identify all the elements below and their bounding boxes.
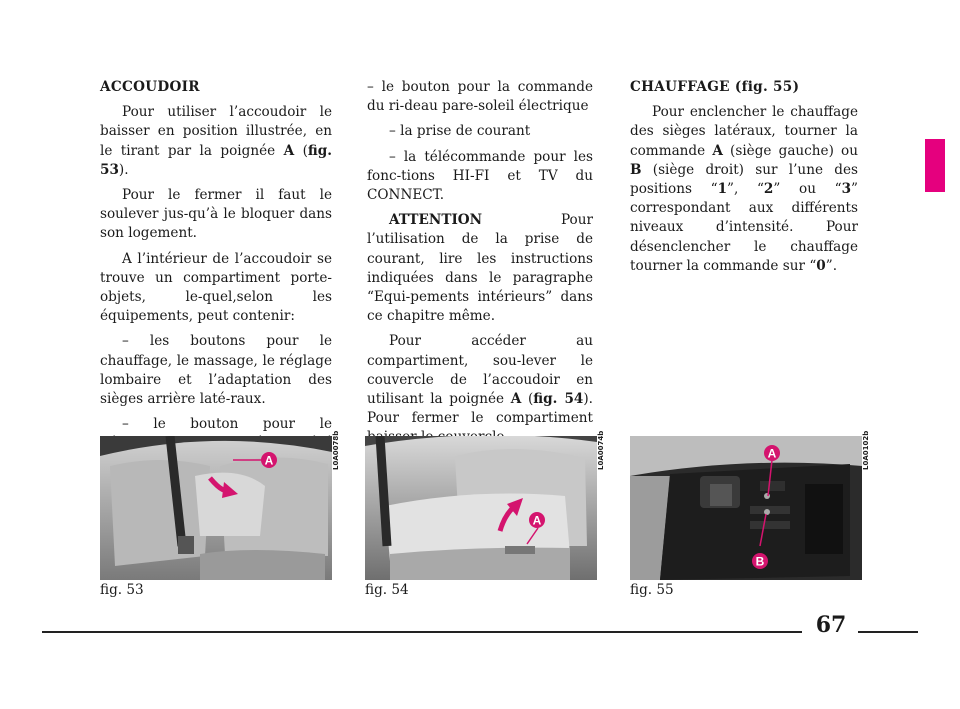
- figure-caption: fig. 55: [630, 582, 674, 598]
- paragraph: A l’intérieur de l’accoudoir se trouve un compartiment porte-objets, le-quel,selon les équipements, peut contenir:: [100, 250, 332, 325]
- paragraph: – le bouton pour la commande du ri-deau pare-soleil électrique: [367, 79, 593, 115]
- figure-caption: fig. 53: [100, 582, 144, 598]
- page-number: 67: [815, 612, 847, 638]
- figure-code: L0A0078b: [332, 430, 340, 470]
- column-1: [100, 78, 332, 479]
- figure-code: L0A0074b: [597, 430, 605, 470]
- marker-a-label: A: [532, 513, 542, 528]
- paragraph: – le bouton pour le: [122, 416, 332, 433]
- column-2: [367, 78, 593, 454]
- figure-54-armrest-lid: [365, 436, 597, 580]
- figure-53-rear-seat-armrest: [100, 436, 332, 580]
- figure-code: L0A0102b: [862, 430, 870, 470]
- figure-55-heating-controls: [630, 436, 862, 580]
- marker-a-label: A: [767, 446, 777, 461]
- figure-caption: fig. 54: [365, 582, 409, 598]
- heading-accoudoir: ACCOUDOIR: [100, 79, 200, 95]
- marker-b-label: B: [755, 554, 765, 569]
- paragraph: Pour utiliser l’accoudoir le baisser en position illustrée, en le tirant par la poignée A (fig. 53).: [100, 104, 333, 178]
- paragraph: – la prise de courant: [389, 123, 531, 140]
- footer-rule-right: [858, 631, 918, 633]
- marker-a-label: A: [264, 453, 274, 468]
- paragraph: ATTENTION Pour l’utilisation de la prise de courant, lire les instructions indiquées dans le paragraphe “Equi-pements intérieurs” dans ce chapitre même.: [367, 212, 593, 325]
- column-3: [630, 78, 858, 282]
- paragraph: Pour enclencher le chauffage des sièges latéraux, tourner la commande A (siège gauche) ou B (siège droit) sur l’une des positions “1”, “2” ou “3” correspondant aux différents niveaux d’intensité. Pour désenclencher le chauffage tourner la commande sur “0”.: [630, 104, 858, 274]
- paragraph: Pour accéder au compartiment, sou-lever le couvercle de l’accoudoir en utilisant la poignée A (fig. 54). Pour fermer le compartiment: [367, 333, 593, 427]
- paragraph: – les boutons pour le chauffage, le massage, le réglage lombaire et l’adaptation des sièges arrière laté-raux.: [100, 333, 332, 408]
- paragraph: – la télécommande pour les fonc-tions HI-FI et TV du CONNECT.: [367, 148, 593, 204]
- footer-rule-left: [42, 631, 802, 633]
- paragraph: Pour le fermer il faut le soulever jus-qu’à le bloquer dans son logement.: [100, 187, 332, 242]
- section-tab: [925, 139, 945, 192]
- heading-chauffage: CHAUFFAGE (fig. 55): [630, 79, 800, 95]
